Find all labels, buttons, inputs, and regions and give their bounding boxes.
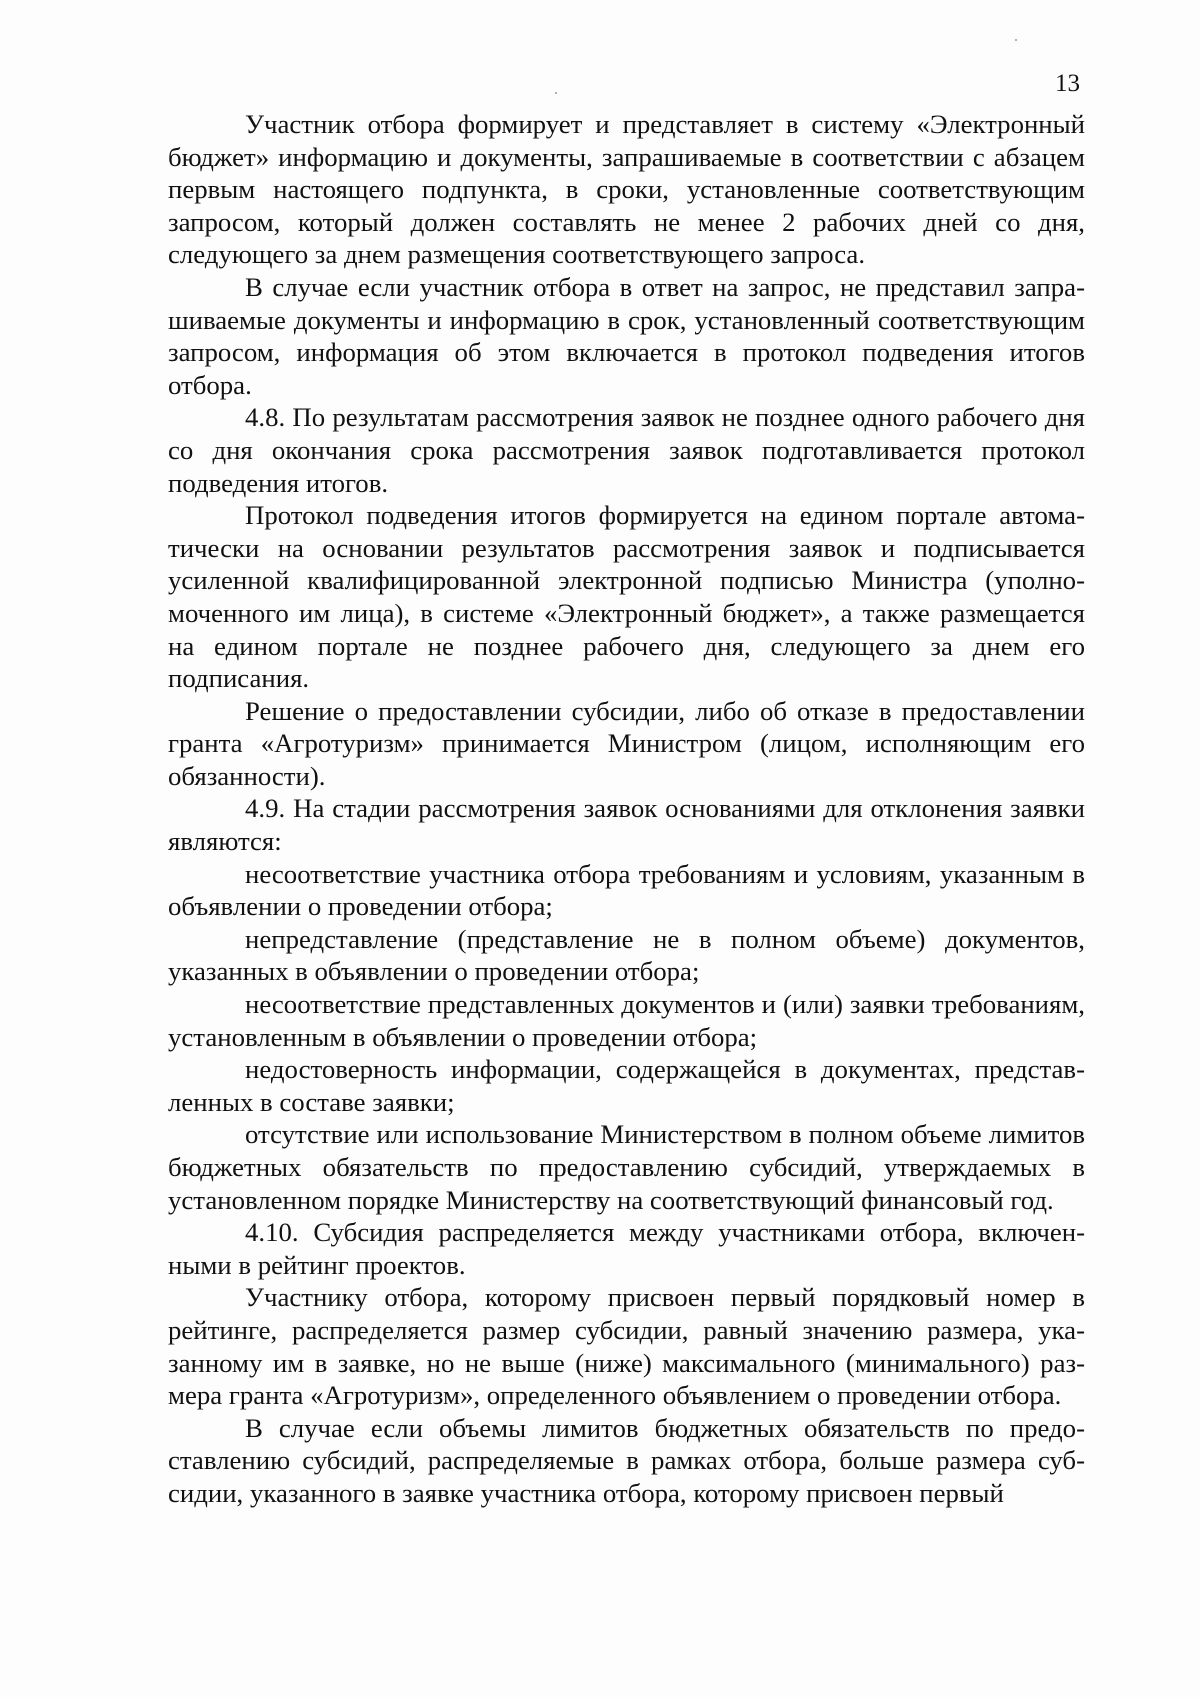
paragraph: отсутствие или использование Министерством в полном объеме лимитов бюджетных обязательств по предоставлению субсидий, утверждаемых в установленном порядке Министерству на соответствующий финансовый год. xyxy=(168,1119,1085,1215)
paragraph: В случае если объемы лимитов бюджетных обязательств по предоставлению субсидий, распределяемые в рамках отбора, больше размера субсидии, указанного в заявке участника отбора, которому присвоен первый xyxy=(168,1412,1085,1508)
paragraph: 4.10. Субсидия распределяется между участниками отбора, включенными в рейтинг проектов. xyxy=(168,1217,1085,1280)
scan-speck xyxy=(1015,39,1017,41)
paragraph: 4.9. На стадии рассмотрения заявок основаниями для отклонения заявки являются: xyxy=(168,793,1085,857)
paragraph: Участник отбора формирует и представляет в систему «Электронный бюджет» информацию и документы, запрашиваемые в соответствии с абзацем первым настоящего подпункта, в сроки, установленные соответствующим запросом, который должен составлять не менее 2 рабочих дней со дня, следующего за днем размещения соответствующего запроса. xyxy=(168,109,1085,270)
paragraph: несоответствие представленных документов и (или) заявки требованиям, установленным в объявлении о проведении отбора; xyxy=(168,989,1085,1052)
document-body xyxy=(168,108,1085,1510)
paragraph: непредставление (представление не в полном объеме) документов, указанных в объявлении о проведении отбора; xyxy=(168,923,1085,987)
paragraph: В случае если участник отбора в ответ на запрос, не представил запрашиваемые документы и информацию в срок, установленный соответствующим запросом, информация об этом включается в протокол подведения итогов отбора. xyxy=(168,271,1085,400)
scan-speck xyxy=(555,92,557,94)
paragraph: недостоверность информации, содержащейся в документах, представленных в составе заявки; xyxy=(168,1054,1085,1117)
page-number: 13 xyxy=(1055,70,1080,97)
paragraph: несоответствие участника отбора требованиям и условиям, указанным в объявлении о проведении отбора; xyxy=(168,858,1085,922)
paragraph: Решение о предоставлении субсидии, либо об отказе в предоставлении гранта «Агротуризм» принимается Министром (лицом, исполняющим его обязанности). xyxy=(168,695,1085,791)
paragraph: Участнику отбора, которому присвоен первый порядковый номер в рейтинге, распределяется размер субсидии, равный значению размера, указанному им в заявке, но не выше (ниже) максимального (минимального) размера гранта «Агротуризм», определенного объявлением о проведении отбора. xyxy=(168,1282,1085,1411)
paragraph: 4.8. По результатам рассмотрения заявок не позднее одного рабочего дня со дня окончания срока рассмотрения заявок подготавливается протокол подведения итогов. xyxy=(168,402,1085,498)
paragraph: Протокол подведения итогов формируется на едином портале автоматически на основании результатов рассмотрения заявок и подписывается усиленной квалифицированной электронной подписью Министра (уполномоченного им лица), в системе «Электронный бюджет», а также размещается на едином портале не позднее рабочего дня, следующего за днем его подписания. xyxy=(168,500,1085,694)
